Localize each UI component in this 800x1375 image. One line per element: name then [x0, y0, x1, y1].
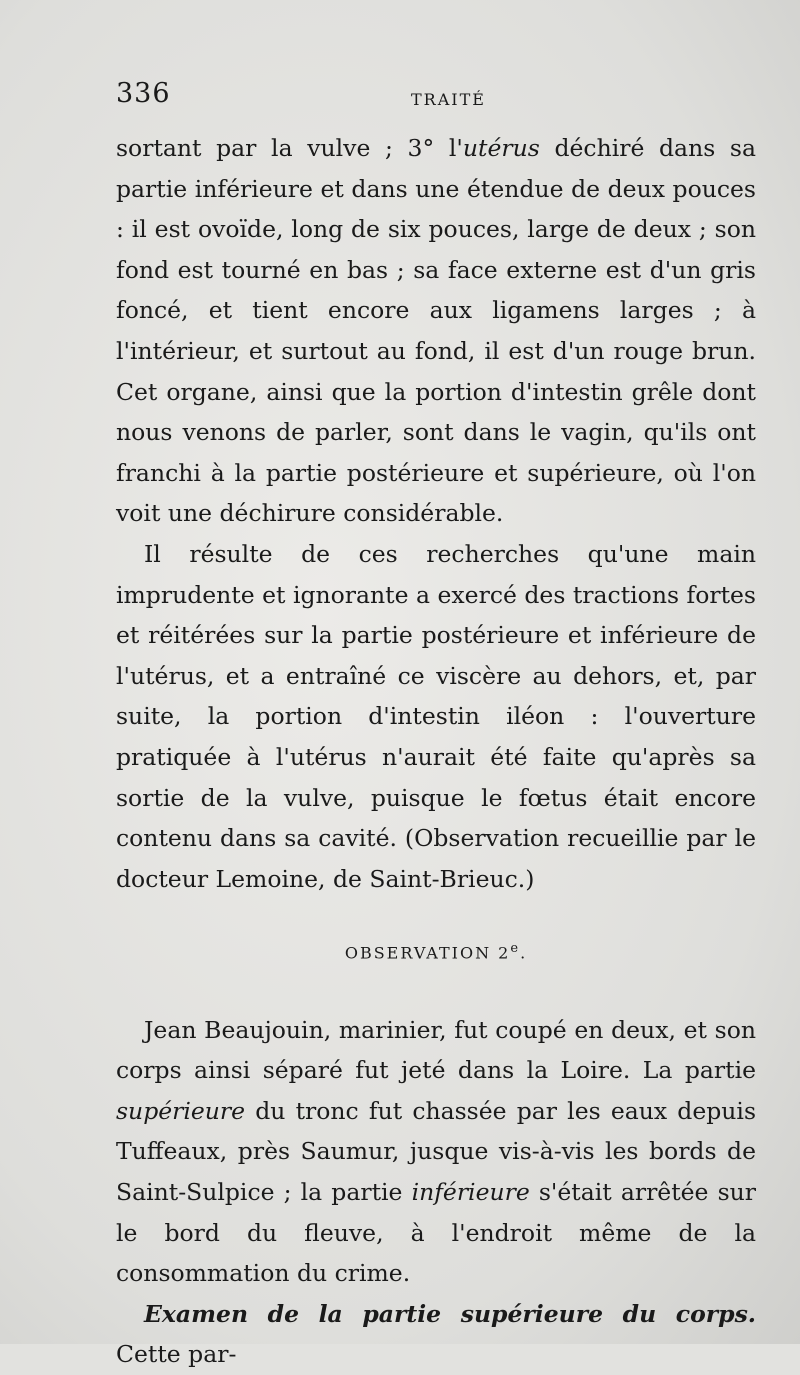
- page-header: [116, 78, 756, 118]
- paragraph-3-emphasis-b: inférieure: [411, 1177, 530, 1206]
- paragraph-3-text-c: s'était arrêtée sur le bord du fleuve, à l'endroit même de la consommation du crime.: [116, 1177, 757, 1288]
- paragraph-1-emphasis: utérus: [462, 134, 540, 162]
- body-text: [116, 128, 756, 1375]
- running-title: TRAITÉ: [411, 90, 486, 109]
- section-heading-superscript: e: [510, 941, 521, 957]
- paragraph-4-subheading: Examen de la partie supérieure du corps.: [144, 1299, 756, 1328]
- paragraph-4-text: Cette par-: [116, 1340, 237, 1369]
- section-heading-text: OBSERVATION 2: [344, 943, 511, 963]
- paragraph-1-text-a: sortant par la vulve ; 3° l': [116, 134, 463, 162]
- paragraph-2: Il résulte de ces recherches qu'une main imprudente et ignorante a exercé des tractions fortes et réitérées sur la partie postérieure et inférieure de l'utérus, et a entraîné ce viscère au dehors, et, par suite, la portion d'intestin iléon : l'ouverture pratiquée à l'utérus n'aurait été faite qu'après sa sortie de la vulve, puisque le fœtus était encore contenu dans sa cavité. (Observation recueillie par le docteur Lemoine, de Saint-Brieuc.): [116, 539, 756, 893]
- section-heading: [116, 929, 756, 973]
- paragraph-3-text-a: Jean Beaujouin, marinier, fut coupé en deux, et son corps ainsi séparé fut jeté dans la Loire. La partie: [116, 1015, 756, 1085]
- page-number: 336: [116, 78, 171, 109]
- paragraph-3-emphasis-a: supérieure: [116, 1096, 246, 1125]
- paragraph-3: [116, 1010, 756, 1294]
- paragraph-3-text-b: du tronc fut chassée par les eaux depuis Tuffeaux, près Saumur, jusque vis-à-vis les bords de Saint-Sulpice ; la partie: [116, 1096, 756, 1206]
- paragraph-1-text-b: déchiré dans sa partie inférieure et dans une étendue de deux pouces : il est ovoïde, long de six pouces, large de deux ; son fond est tourné en bas ; sa face externe est d'un gris foncé, et tient encore aux ligamens larges ; à l'intérieur, et surtout au fond, il est d'un rouge brun. Cet organe, ainsi que la portion d'intestin grêle dont nous venons de parler, sont dans le vagin, qu'ils ont franchi à la partie postérieure et supérieure, où l'on voit une déchirure considérable.: [116, 134, 756, 528]
- section-heading-period: .: [520, 943, 528, 963]
- paragraph-1: [116, 128, 756, 534]
- paragraph-4: [116, 1294, 756, 1375]
